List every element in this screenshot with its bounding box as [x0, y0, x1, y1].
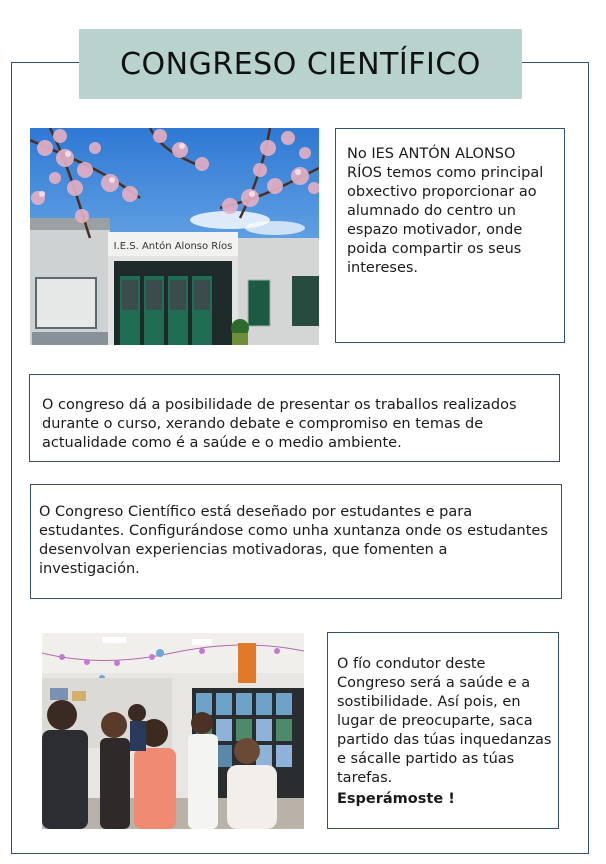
design-text: O Congreso Científico está deseñado por estudantes e para estudantes. Configurándose como unha xuntanza onde os estudantes desenvolvan experiencias motivadoras, que fomenten a investigación. [39, 504, 548, 577]
intro-box [335, 128, 565, 343]
page-title: CONGRESO CIENTÍFICO [120, 46, 481, 82]
school-building-photo [30, 128, 319, 345]
design-box [30, 484, 562, 599]
title-banner [79, 29, 522, 99]
theme-box [327, 632, 559, 829]
debate-text: O congreso dá a posibilidade de presentar os traballos realizados durante o curso, xerando debate e compromiso en temas de actualidade como é a saúde e o medio ambiente. [42, 397, 517, 451]
students-exhibition-photo [42, 633, 304, 829]
school-sign: I.E.S. Antón Alonso Ríos [113, 241, 233, 252]
intro-text: No IES ANTÓN ALONSO RÍOS temos como principal obxectivo proporcionar ao alumnado do centro un espazo motivador, onde poida compartir os seus intereses. [347, 146, 544, 276]
debate-box [29, 374, 560, 462]
theme-text: O fío condutor deste Congreso será a saúde e a sostibilidade. Así pois, en lugar de preocuparte, saca partido das túas inquedanzas e sácalle partido as túas tarefas. [337, 656, 552, 786]
closing-text: Esperámoste ! [337, 791, 455, 807]
